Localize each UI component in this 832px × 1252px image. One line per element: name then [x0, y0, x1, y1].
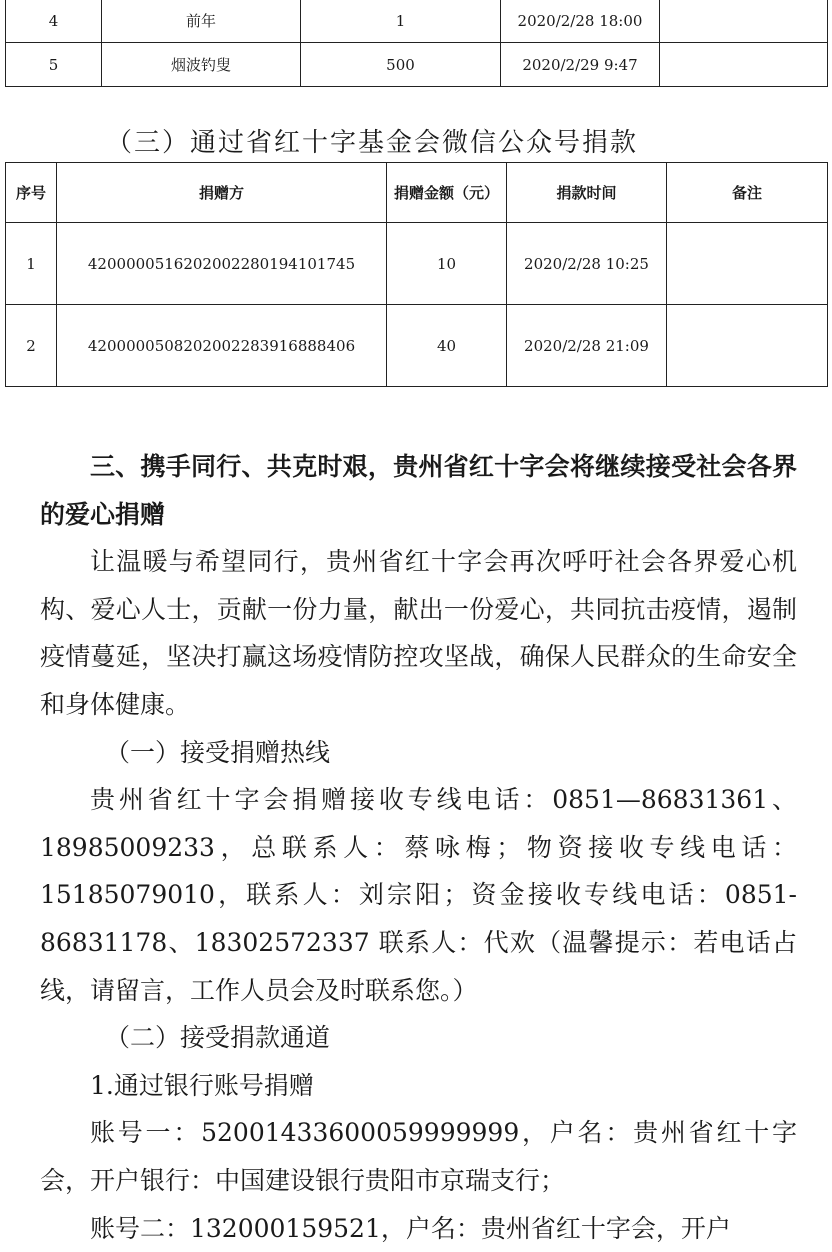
- section-heading: 三、携手同行、共克时艰，贵州省红十字会将继续接受社会各界的爱心捐赠: [40, 443, 797, 538]
- donor-name: 前年: [102, 0, 301, 43]
- donation-note: [667, 223, 828, 305]
- header-time: 捐款时间: [507, 163, 667, 223]
- bank-account-two: 账号二：132000159521，户名：贵州省红十字会，开户: [40, 1205, 797, 1252]
- donation-time: 2020/2/28 18:00: [501, 0, 660, 43]
- bank-account-one: 账号一：52001433600059999999，户名：贵州省红十字会，开户银行：中国建设银行贵阳市京瑞支行；: [40, 1109, 797, 1204]
- donor-id: 4200000516202002280194101745: [57, 223, 387, 305]
- hotline-paragraph: 贵州省红十字会捐赠接收专线电话：0851—86831361、18985009233，总联系人：蔡咏梅；物资接收专线电话：15185079010，联系人：刘宗阳；资金接收专线电话：0851-86831178、18302572337 联系人：代欢（温馨提示：若电话占线，请留言，工作人员会及时联系您。）: [40, 776, 797, 1014]
- donation-note: [660, 43, 828, 87]
- bank-transfer-item: 1.通过银行账号捐赠: [40, 1062, 797, 1110]
- donation-amount: 1: [301, 0, 501, 43]
- header-number: 序号: [6, 163, 57, 223]
- wechat-donation-table: [5, 162, 828, 387]
- donation-time: 2020/2/28 21:09: [507, 305, 667, 387]
- appeal-paragraph: 让温暖与希望同行，贵州省红十字会再次呼吁社会各界爱心机构、爱心人士，贡献一份力量，献出一份爱心，共同抗击疫情，遏制疫情蔓延，坚决打赢这场疫情防控攻坚战，确保人民群众的生命安全和身体健康。: [40, 538, 797, 728]
- header-donor: 捐赠方: [57, 163, 387, 223]
- table-row: [6, 0, 828, 43]
- table-header-row: [6, 163, 828, 223]
- donation-amount: 40: [387, 305, 507, 387]
- subheading-channels: （二）接受捐款通道: [40, 1014, 797, 1062]
- donor-id: 4200000508202002283916888406: [57, 305, 387, 387]
- table-row: [6, 43, 828, 87]
- row-number: 5: [6, 43, 102, 87]
- donation-amount: 10: [387, 223, 507, 305]
- donation-amount: 500: [301, 43, 501, 87]
- donor-name: 烟波钓叟: [102, 43, 301, 87]
- donation-note: [667, 305, 828, 387]
- document-body: [40, 443, 797, 1252]
- header-note: 备注: [667, 163, 828, 223]
- row-number: 1: [6, 223, 57, 305]
- row-number: 2: [6, 305, 57, 387]
- header-amount: 捐赠金额（元）: [387, 163, 507, 223]
- donation-time: 2020/2/29 9:47: [501, 43, 660, 87]
- row-number: 4: [6, 0, 102, 43]
- donation-table-continued: [5, 0, 828, 87]
- donation-time: 2020/2/28 10:25: [507, 223, 667, 305]
- subheading-hotline: （一）接受捐赠热线: [40, 729, 797, 777]
- section-title-wechat: （三）通过省红十字基金会微信公众号捐款: [106, 122, 638, 159]
- table-row: [6, 305, 828, 387]
- donation-note: [660, 0, 828, 43]
- table-row: [6, 223, 828, 305]
